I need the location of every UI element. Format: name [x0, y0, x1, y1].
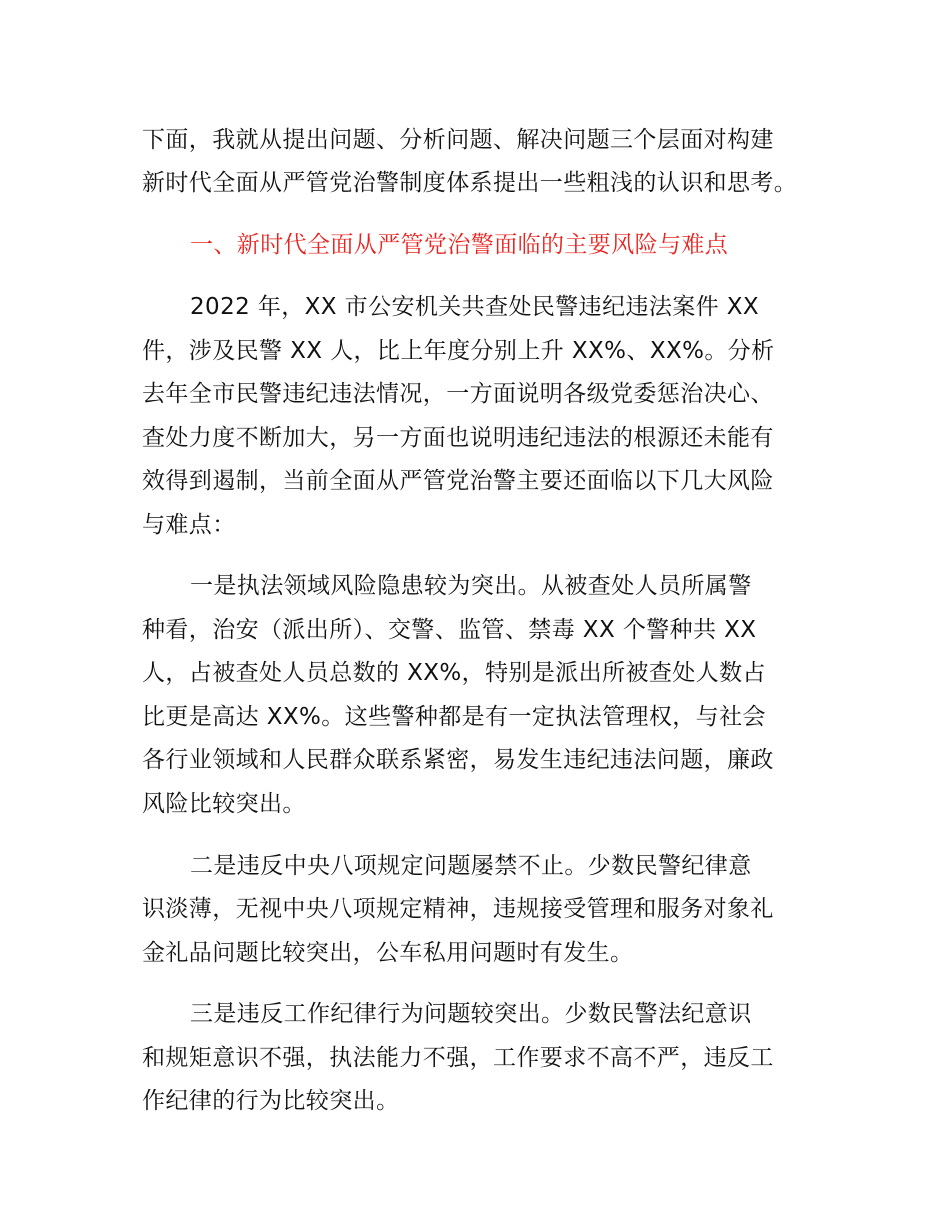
intro-line-1: 下面，我就从提出问题、分析问题、解决问题三个层面对构建	[142, 127, 774, 153]
para1-line-3: 去年全市民警违纪违法情况，一方面说明各级党委惩治决心、	[142, 381, 774, 407]
para4-line-1: 三是违反工作纪律行为问题较突出。少数民警法纪意识	[190, 1001, 752, 1027]
para1-line-2: 件，涉及民警 XX 人，比上年度分别上升 XX%、XX%。分析	[142, 338, 775, 364]
para3-line-1: 二是违反中央八项规定问题屡禁不止。少数民警纪律意	[190, 853, 752, 879]
para2-line-6: 风险比较突出。	[142, 791, 306, 817]
para2-line-1: 一是执法领域风险隐患较为突出。从被查处人员所属警	[190, 573, 752, 599]
section-heading: 一、新时代全面从严管党治警面临的主要风险与难点	[190, 232, 729, 258]
para1-line-5: 效得到遏制，当前全面从严管党治警主要还面临以下几大风险	[142, 468, 774, 494]
intro-line-2: 新时代全面从严管党治警制度体系提出一些粗浅的认识和思考。	[142, 170, 798, 196]
para3-line-2: 识淡薄，无视中央八项规定精神，违规接受管理和服务对象礼	[142, 896, 774, 922]
para4-line-3: 作纪律的行为比较突出。	[142, 1088, 400, 1114]
para1-line-4: 查处力度不断加大，另一方面也说明违纪违法的根源还未能有	[142, 425, 774, 451]
para1-line-1: 2022 年，XX 市公安机关共查处民警违纪违法案件 XX	[190, 294, 760, 320]
para2-line-2: 种看，治安（派出所）、交警、监管、禁毒 XX 个警种共 XX	[142, 617, 757, 643]
para2-line-3: 人，占被查处人员总数的 XX%，特别是派出所被查处人数占	[142, 660, 766, 686]
para2-line-4: 比更是高达 XX%。这些警种都是有一定执法管理权，与社会	[142, 704, 766, 730]
para3-line-3: 金礼品问题比较突出，公车私用问题时有发生。	[142, 940, 634, 966]
para1-line-6: 与难点：	[142, 512, 236, 538]
para2-line-5: 各行业领域和人民群众联系紧密，易发生违纪违法问题，廉政	[142, 747, 774, 773]
para4-line-2: 和规矩意识不强，执法能力不强，工作要求不高不严，违反工	[142, 1045, 774, 1071]
